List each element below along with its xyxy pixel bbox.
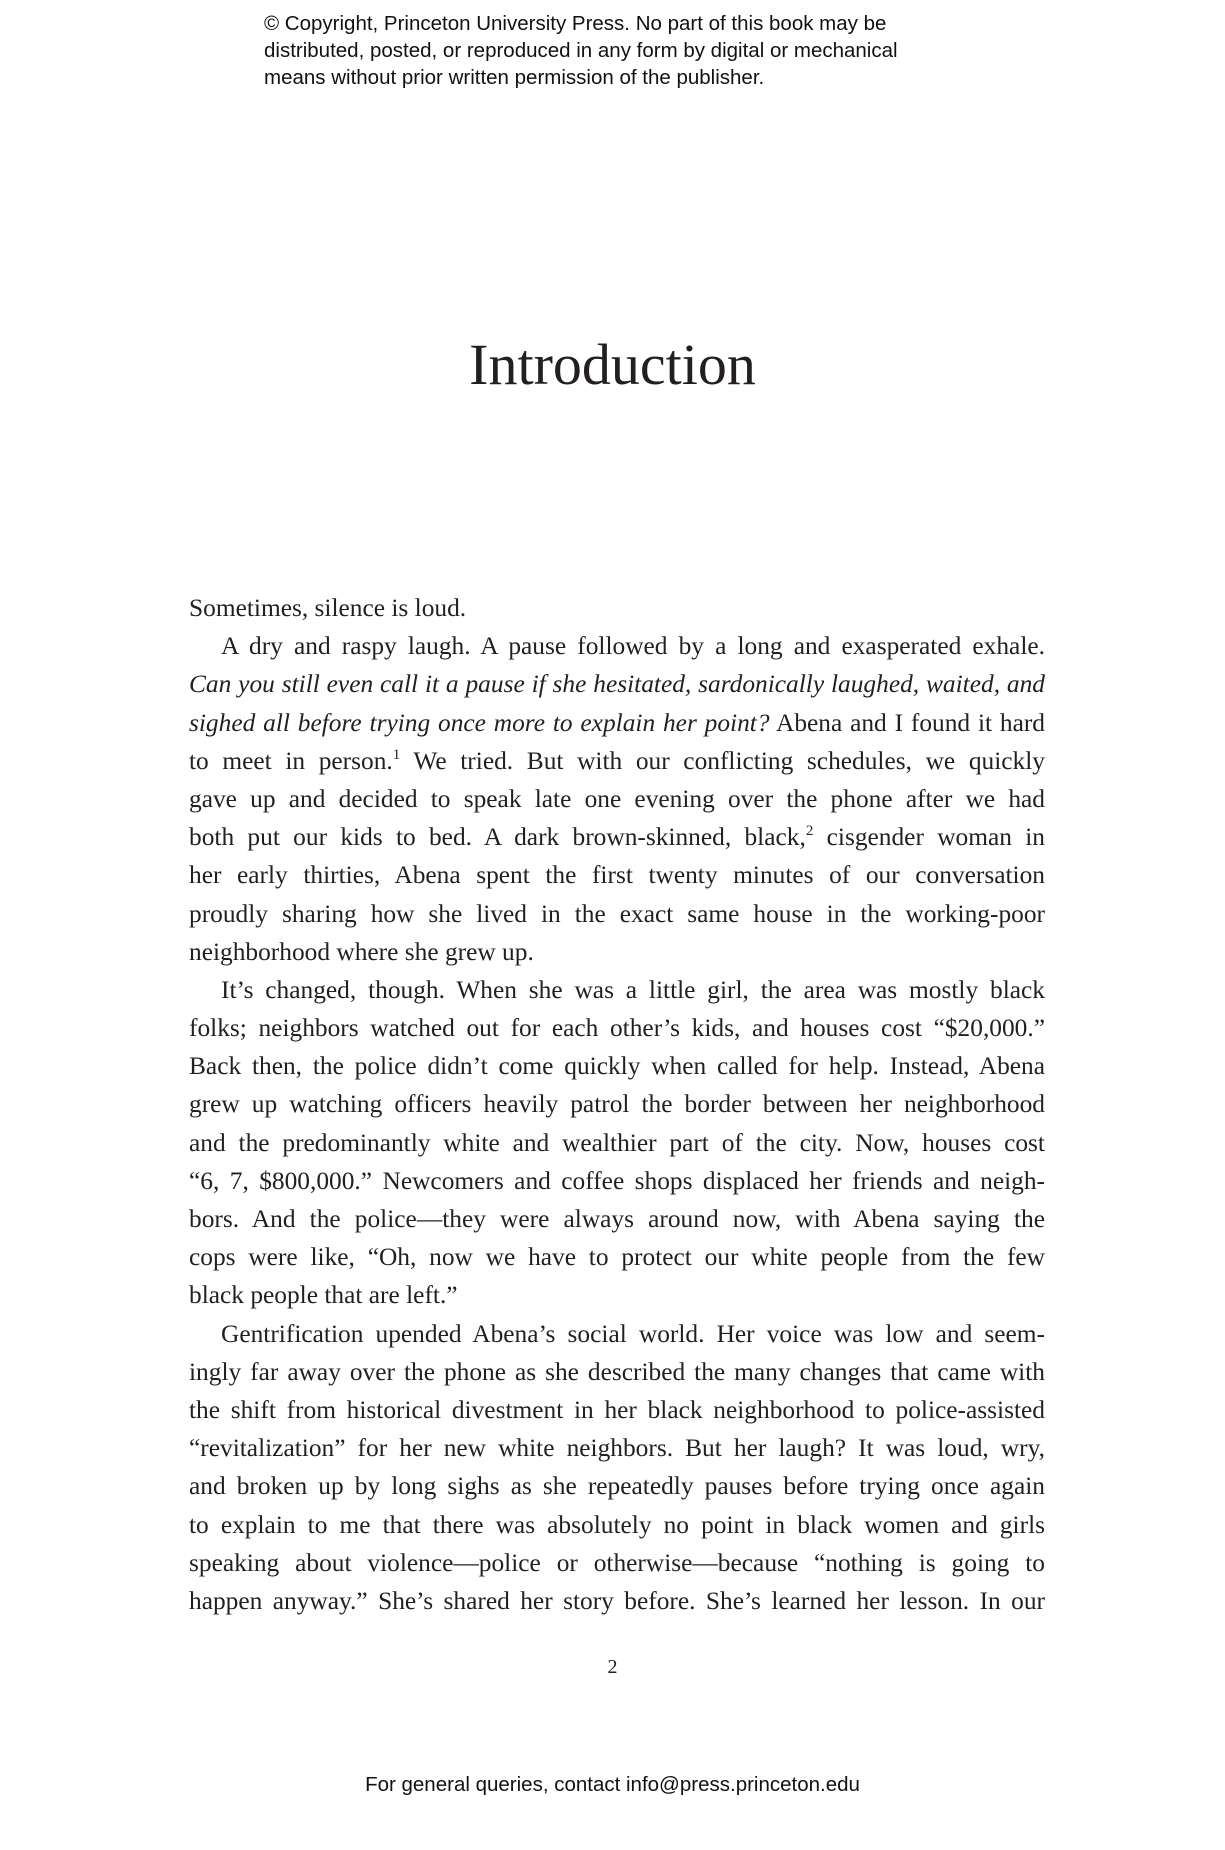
text-span: We tried. But with our conflicting schedules, we quickly bbox=[400, 746, 1045, 775]
text-line bbox=[189, 818, 1045, 856]
text-line: folks; neighbors watched out for each other’s kids, and houses cost “$20,000.” bbox=[189, 1014, 1045, 1043]
text-line: grew up watching officers heavily patrol the border between her neighborhood bbox=[189, 1090, 1045, 1119]
italic-text: sighed all before trying once more to explain her point? bbox=[189, 708, 770, 737]
text-line: neighborhood where she grew up. bbox=[189, 937, 534, 966]
footnote-marker-2: 2 bbox=[805, 823, 814, 840]
text-line: Sometimes, silence is loud. bbox=[189, 594, 467, 622]
text-line: bors. And the police—they were always around now, with Abena saying the bbox=[189, 1205, 1045, 1233]
text-line: Gentrification upended Abena’s social world. Her voice was low and seem- bbox=[221, 1319, 1045, 1348]
text-line: “revitalization” for her new white neighbors. But her laugh? It was loud, wry, bbox=[189, 1434, 1045, 1463]
text-line bbox=[189, 704, 1045, 742]
copyright-line: © Copyright, Princeton University Press. No part of this book may be bbox=[264, 12, 887, 35]
chapter-title: Introduction bbox=[469, 332, 756, 397]
text-line: her early thirties, Abena spent the first twenty minutes of our conversation bbox=[189, 861, 1045, 890]
text-span: cisgender woman in bbox=[813, 823, 1045, 852]
text-line: ingly far away over the phone as she described the many changes that came with bbox=[189, 1357, 1045, 1386]
footnote-marker-1: 1 bbox=[392, 746, 401, 763]
text-line: and broken up by long sighs as she repeatedly pauses before trying once again bbox=[189, 1472, 1045, 1501]
body-text bbox=[189, 589, 1045, 1620]
text-line: the shift from historical divestment in her black neighborhood to police-assisted bbox=[189, 1395, 1045, 1424]
copyright-line: means without prior written permission of the publisher. bbox=[264, 66, 765, 89]
text-line: Can you still even call it a pause if she hesitated, sardonically laughed, waited, and bbox=[189, 670, 1045, 699]
text-line: speaking about violence—police or otherwise—because “nothing is going to bbox=[189, 1548, 1045, 1577]
text-span: Abena and I found it hard bbox=[769, 708, 1046, 737]
text-line bbox=[189, 742, 1045, 780]
text-line: cops were like, “Oh, now we have to protect our white people from the few bbox=[189, 1243, 1045, 1272]
text-line: gave up and decided to speak late one evening over the phone after we had bbox=[189, 784, 1045, 813]
text-line: to explain to me that there was absolutely no point in black women and girls bbox=[189, 1510, 1045, 1539]
copyright-line: distributed, posted, or reproduced in any form by digital or mechanical bbox=[264, 39, 898, 62]
text-line: happen anyway.” She’s shared her story before. She’s learned her lesson. In our bbox=[189, 1586, 1045, 1615]
text-line: and the predominantly white and wealthier part of the city. Now, houses cost bbox=[189, 1128, 1045, 1157]
text-span: both put our kids to bed. A dark brown-skinned, black, bbox=[189, 823, 806, 852]
footer-contact: For general queries, contact info@press.princeton.edu bbox=[365, 1773, 860, 1796]
text-line: It’s changed, though. When she was a little girl, the area was mostly black bbox=[221, 975, 1045, 1004]
copyright-notice bbox=[264, 10, 984, 91]
text-span: to meet in person. bbox=[189, 746, 393, 775]
text-line: proudly sharing how she lived in the exact same house in the working-poor bbox=[189, 899, 1045, 928]
page-number: 2 bbox=[607, 1656, 618, 1678]
text-line: A dry and raspy laugh. A pause followed by a long and exasperated exhale. bbox=[221, 632, 1045, 661]
text-line: black people that are left.” bbox=[189, 1281, 458, 1310]
text-line: “6, 7, $800,000.” Newcomers and coffee shops displaced her friends and neigh- bbox=[189, 1166, 1045, 1195]
text-line: Back then, the police didn’t come quickly when called for help. Instead, Abena bbox=[189, 1052, 1045, 1081]
